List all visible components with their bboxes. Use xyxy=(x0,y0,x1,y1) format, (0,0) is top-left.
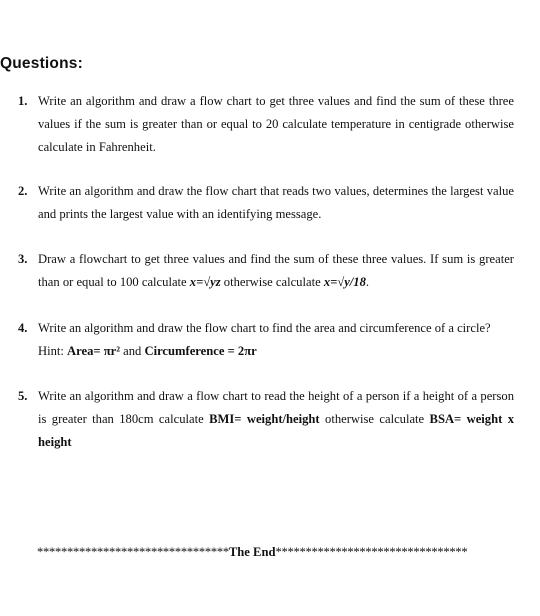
question-number: 3. xyxy=(18,252,28,266)
question-5 xyxy=(18,385,514,454)
bmi-formula: BMI= weight/height xyxy=(209,412,320,426)
question-number: 4. xyxy=(18,321,28,335)
formula-x-root-yz: x=√yz xyxy=(189,275,221,289)
the-end-footer xyxy=(37,545,507,560)
question-text-main: Write an algorithm and draw the flow chart to find the area and circumference of a circle? xyxy=(38,321,491,335)
question-text-part: otherwise calculate xyxy=(319,412,430,426)
question-2 xyxy=(18,180,514,226)
hint-label: Hint: xyxy=(38,344,68,358)
footer-stars-right: ******************************** xyxy=(275,545,468,559)
question-text-part: Write an algorithm and draw a flow chart to read the height of a person if a height of a person is greater than 180cm calculate xyxy=(38,389,514,426)
question-text xyxy=(38,248,514,294)
question-text-part: otherwise calculate xyxy=(220,275,324,289)
question-number: 5. xyxy=(18,389,28,403)
question-text-part: . xyxy=(365,275,370,289)
questions-heading: Questions: xyxy=(0,55,83,72)
bsa-formula: BSA= weight x height xyxy=(38,412,515,449)
question-number: 2. xyxy=(18,184,28,198)
question-text xyxy=(38,317,514,363)
question-text: Write an algorithm and draw the flow chart that reads two values, determines the largest value and prints the largest value with an identifying message. xyxy=(38,184,514,221)
question-number: 1. xyxy=(18,94,28,108)
question-text: Write an algorithm and draw a flow chart to get three values and find the sum of these three values if the sum is greater than or equal to 20 calculate temperature in centigrade otherwise calculate in Fahrenheit. xyxy=(38,94,514,154)
hint-line xyxy=(38,340,514,363)
area-formula: Area= πr² xyxy=(67,344,120,358)
circumference-formula: Circumference = 2πr xyxy=(144,344,257,358)
hint-and: and xyxy=(119,344,145,358)
formula-x-root-y-over-18: x=√y/18 xyxy=(323,275,366,289)
question-text-part: Draw a flowchart to get three values and find the sum of these three values. If sum is greater than or equal to 100 calculate xyxy=(38,252,514,289)
footer-label: The End xyxy=(228,545,276,559)
question-4 xyxy=(18,317,514,363)
footer-stars-left: ******************************** xyxy=(37,545,229,559)
question-3 xyxy=(18,248,514,294)
question-text xyxy=(38,385,514,454)
question-1 xyxy=(18,90,514,159)
